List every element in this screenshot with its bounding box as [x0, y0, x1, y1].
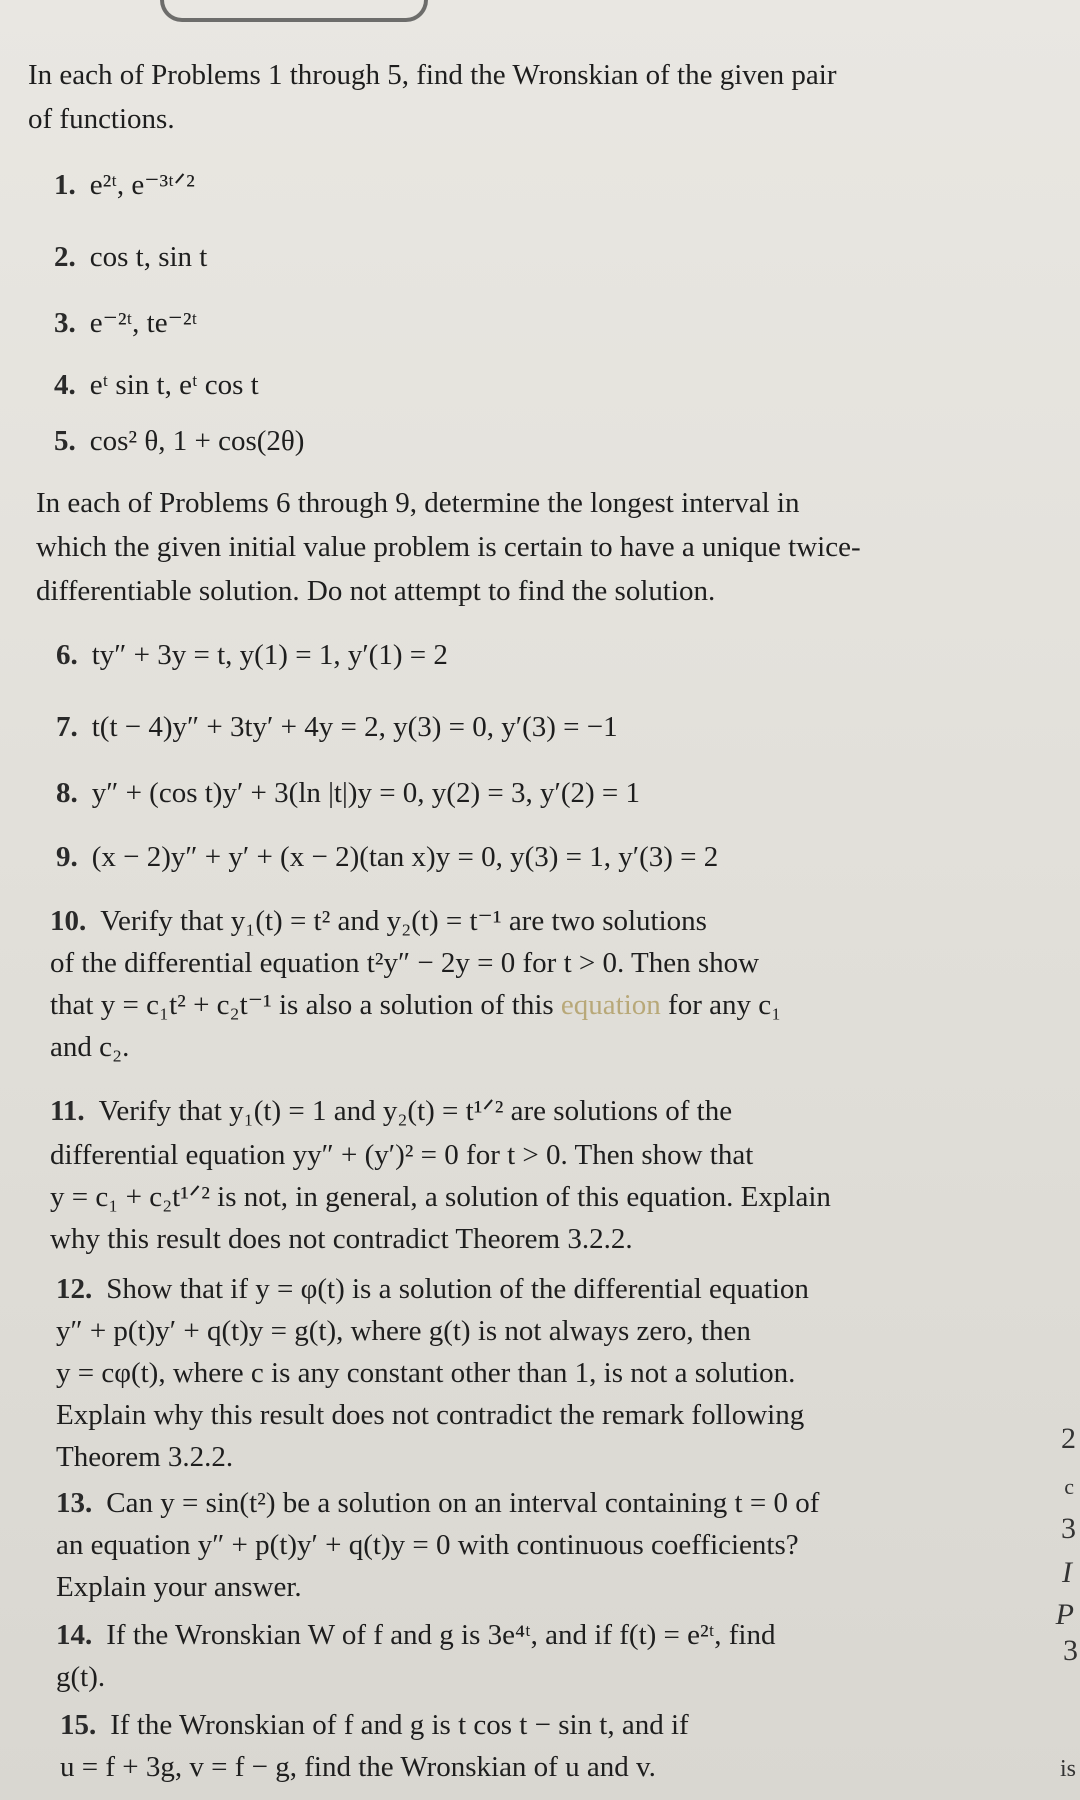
problem-13-line1 — [56, 1486, 819, 1520]
problem-text: for any c₁ — [660, 989, 782, 1021]
margin-fragment: c — [1064, 1474, 1074, 1499]
problem-10-line2: of the differential equation t²y″ − 2y = 0 for t > 0. Then show — [50, 947, 760, 979]
page-header-fragment — [160, 0, 428, 22]
problem-text: Verify that y₁(t) = t² and y₂(t) = t⁻¹ are two solutions — [100, 905, 707, 937]
problem-5 — [54, 424, 304, 458]
problem-number: 8. — [56, 777, 78, 809]
problem-13-line3: Explain your answer. — [56, 1571, 302, 1603]
problem-number: 11. — [50, 1095, 85, 1127]
problem-number: 14. — [56, 1619, 93, 1651]
margin-fragment: 2 — [1061, 1422, 1076, 1455]
problem-text: e²ᵗ, e⁻³ᵗᐟ² — [89, 169, 195, 201]
problem-text: that y = c₁t² + c₂t⁻¹ is also a solution of this — [50, 989, 561, 1021]
margin-fragment: 3 — [1061, 1512, 1076, 1545]
margin-fragment: I — [1062, 1556, 1072, 1589]
problem-text: ty″ + 3y = t, y(1) = 1, y′(1) = 2 — [91, 639, 448, 671]
intro2-line2: which the given initial value problem is certain to have a unique twice- — [36, 531, 861, 563]
problem-8 — [56, 776, 640, 810]
problem-number: 10. — [50, 905, 87, 937]
problem-10-line1 — [50, 904, 707, 938]
problem-10-line3 — [50, 988, 781, 1022]
margin-fragment: P — [1055, 1598, 1074, 1631]
problem-2 — [54, 240, 207, 274]
problem-text: If the Wronskian of f and g is t cos t − sin t, and if — [110, 1709, 689, 1741]
problem-11-line2: differential equation yy″ + (y′)² = 0 for t > 0. Then show that — [50, 1139, 754, 1171]
problem-14-line1 — [56, 1618, 776, 1652]
intro2-line3: differentiable solution. Do not attempt to find the solution. — [36, 575, 716, 607]
problem-text: e⁻²ᵗ, te⁻²ᵗ — [89, 307, 198, 339]
problem-text: t(t − 4)y″ + 3ty′ + 4y = 2, y(3) = 0, y′(3) = −1 — [91, 711, 618, 743]
problem-number: 1. — [54, 169, 76, 201]
problem-9 — [56, 840, 718, 874]
margin-fragment: 3 — [1063, 1634, 1078, 1667]
problem-3 — [54, 306, 197, 340]
problem-15-line2: u = f + 3g, v = f − g, find the Wronskian of u and v. — [60, 1751, 656, 1783]
problem-text: cos² θ, 1 + cos(2θ) — [89, 425, 305, 457]
problem-1 — [54, 168, 195, 202]
problem-14-line2: g(t). — [56, 1661, 106, 1693]
problem-12-line3: y = cφ(t), where c is any constant other than 1, is not a solution. — [56, 1357, 796, 1389]
problem-7 — [56, 710, 618, 744]
problem-text: Show that if y = φ(t) is a solution of the differential equation — [106, 1273, 809, 1305]
problem-text: If the Wronskian W of f and g is 3e⁴ᵗ, and if f(t) = e²ᵗ, find — [106, 1619, 776, 1651]
problem-number: 13. — [56, 1487, 93, 1519]
problem-4 — [54, 368, 259, 402]
intro2-line1: In each of Problems 6 through 9, determine the longest interval in — [36, 487, 800, 519]
problem-15-line1 — [60, 1708, 689, 1742]
problem-12-line4: Explain why this result does not contradict the remark following — [56, 1399, 805, 1431]
highlighted-word: equation — [560, 989, 661, 1021]
problem-11-line1 — [50, 1094, 732, 1128]
problem-number: 7. — [56, 711, 78, 743]
problem-11-line3: y = c₁ + c₂t¹ᐟ² is not, in general, a solution of this equation. Explain — [50, 1181, 831, 1213]
problem-number: 6. — [56, 639, 78, 671]
problem-12-line5: Theorem 3.2.2. — [56, 1441, 234, 1473]
problem-number: 3. — [54, 307, 76, 339]
problem-13-line2: an equation y″ + p(t)y′ + q(t)y = 0 with continuous coefficients? — [56, 1529, 799, 1561]
problem-number: 2. — [54, 241, 76, 273]
problem-12-line1 — [56, 1272, 809, 1306]
problem-12-line2: y″ + p(t)y′ + q(t)y = g(t), where g(t) is not always zero, then — [56, 1315, 751, 1347]
problem-6 — [56, 638, 448, 672]
problem-11-line4: why this result does not contradict Theorem 3.2.2. — [50, 1223, 633, 1255]
problem-text: eᵗ sin t, eᵗ cos t — [89, 369, 259, 401]
problem-number: 15. — [60, 1709, 97, 1741]
intro1-line1: In each of Problems 1 through 5, find the Wronskian of the given pair — [28, 59, 837, 91]
intro1-line2: of functions. — [28, 103, 175, 135]
margin-fragment: is — [1059, 1756, 1076, 1782]
problem-10-line4: and c₂. — [50, 1031, 130, 1063]
problem-number: 4. — [54, 369, 76, 401]
problem-text: cos t, sin t — [89, 241, 208, 273]
problem-number: 9. — [56, 841, 78, 873]
problem-text: (x − 2)y″ + y′ + (x − 2)(tan x)y = 0, y(3) = 1, y′(3) = 2 — [91, 841, 719, 873]
problem-number: 12. — [56, 1273, 93, 1305]
problem-text: Verify that y₁(t) = 1 and y₂(t) = t¹ᐟ² are solutions of the — [98, 1095, 733, 1127]
problem-text: y″ + (cos t)y′ + 3(ln |t|)y = 0, y(2) = 3, y′(2) = 1 — [91, 777, 640, 809]
problem-number: 5. — [54, 425, 76, 457]
problem-text: Can y = sin(t²) be a solution on an interval containing t = 0 of — [106, 1487, 820, 1519]
